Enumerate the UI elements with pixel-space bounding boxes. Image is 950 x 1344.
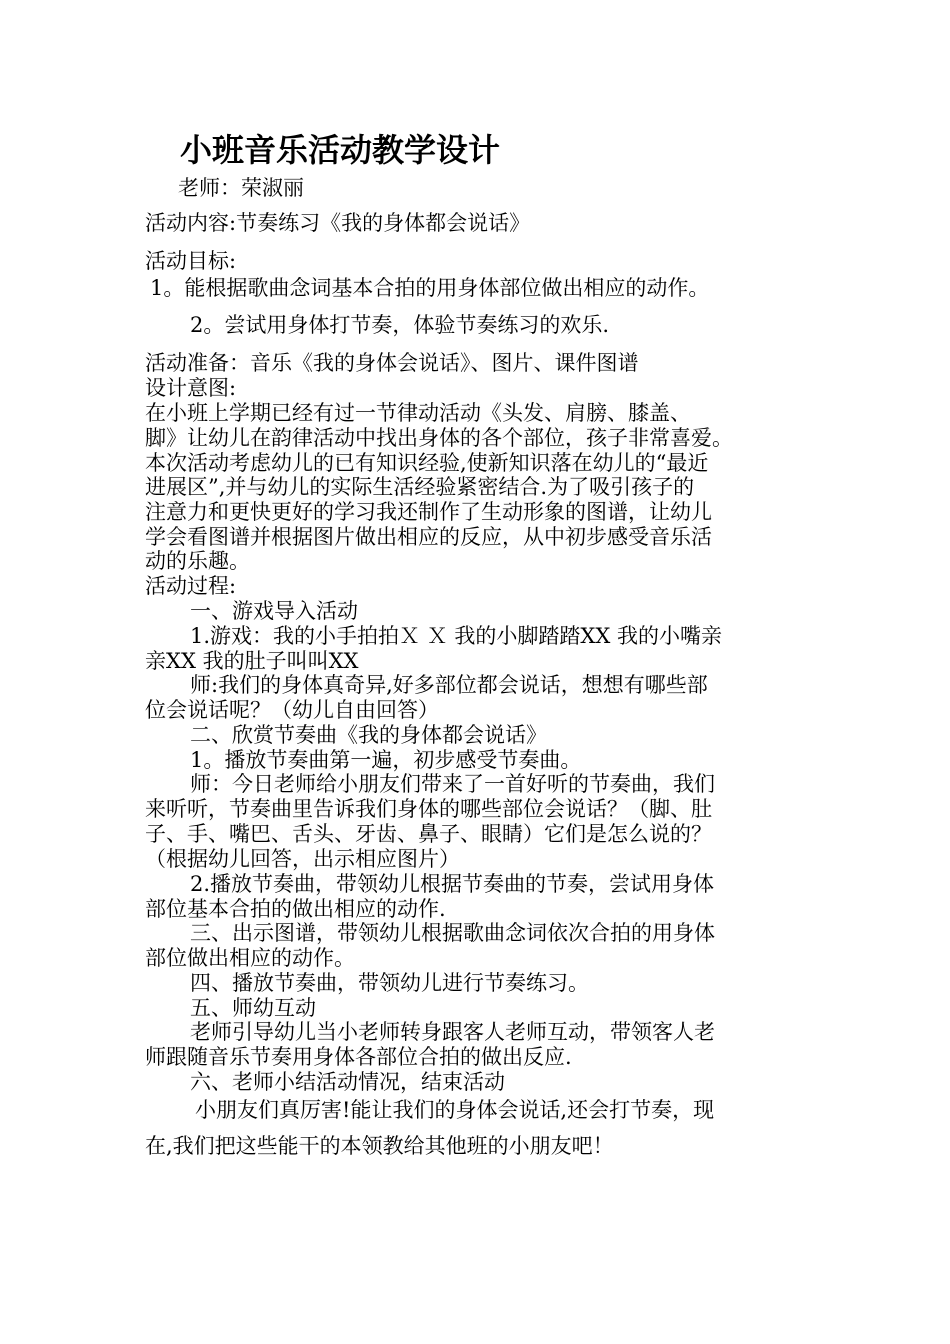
intent-line: 动的乐趣。 xyxy=(145,549,250,573)
process-line: 四、播放节奏曲，带领幼儿进行节奏练习。 xyxy=(190,971,589,995)
teacher-line: 老师：荣淑丽 xyxy=(178,176,304,200)
process-line: 2.播放节奏曲，带领幼儿根据节奏曲的节奏，尝试用身体 xyxy=(190,872,715,896)
process-line: 六、老师小结活动情况，结束活动 xyxy=(190,1070,505,1094)
process-line: 部位基本合拍的做出相应的动作. xyxy=(145,897,446,921)
process-line: 位会说话呢？（幼儿自由回答） xyxy=(145,698,439,722)
process-line: 师：今日老师给小朋友们带来了一首好听的节奏曲，我们 xyxy=(190,772,715,796)
process-line: （根据幼儿回答，出示相应图片） xyxy=(145,847,460,871)
process-line: 部位做出相应的动作。 xyxy=(145,946,355,970)
process-label: 活动过程: xyxy=(145,574,237,598)
process-line: 师跟随音乐节奏用身体各部位合拍的做出反应. xyxy=(145,1045,572,1069)
intent-line: 注意力和更快更好的学习我还制作了生动形象的图谱，让幼儿 xyxy=(145,500,712,524)
goal-item-1: 1。能根据歌曲念词基本合拍的用身体部位做出相应的动作。 xyxy=(150,276,710,300)
process-line: 五、师幼互动 xyxy=(190,996,316,1020)
process-line: 一、游戏导入活动 xyxy=(190,599,358,623)
goals-label: 活动目标: xyxy=(145,249,237,273)
process-line: 来听听，节奏曲里告诉我们身体的哪些部位会说话？（脚、肚 xyxy=(145,797,712,821)
process-line: 子、手、嘴巴、舌头、牙齿、鼻子、眼睛）它们是怎么说的？ xyxy=(145,822,712,846)
intent-line: 学会看图谱并根据图片做出相应的反应，从中初步感受音乐活 xyxy=(145,525,712,549)
process-line: 三、出示图谱，带领幼儿根据歌曲念词依次合拍的用身体 xyxy=(190,921,715,945)
intent-label: 设计意图: xyxy=(145,376,237,400)
document-title: 小班音乐活动教学设计 xyxy=(180,131,501,169)
process-line: 亲XX 我的肚子叫叫XX xyxy=(145,649,359,673)
process-line: 老师引导幼儿当小老师转身跟客人老师互动，带领客人老 xyxy=(190,1020,715,1044)
process-line: 1。播放节奏曲第一遍，初步感受节奏曲。 xyxy=(190,748,582,772)
process-line: 师:我们的身体真奇异,好多部位都会说话，想想有哪些部 xyxy=(190,673,708,697)
intent-line: 脚》让幼儿在韵律活动中找出身体的各个部位，孩子非常喜爱。 xyxy=(145,426,733,450)
intent-line: 本次活动考虑幼儿的已有知识经验,使新知识落在幼儿的“最近 xyxy=(145,451,709,475)
process-line: 1.游戏：我的小手拍拍Ｘ Ｘ 我的小脚踏踏XX 我的小嘴亲 xyxy=(190,624,722,648)
process-line: 二、欣赏节奏曲《我的身体都会说话》 xyxy=(190,723,547,747)
intent-line: 在小班上学期已经有过一节律动活动《头发、肩膀、膝盖、 xyxy=(145,401,691,425)
intent-line: 进展区”,并与幼儿的实际生活经验紧密结合.为了吸引孩子的 xyxy=(145,475,695,499)
activity-prep: 活动准备：音乐《我的身体会说话》、图片、课件图谱 xyxy=(145,351,639,375)
process-line: 在,我们把这些能干的本领教给其他班的小朋友吧！ xyxy=(145,1134,614,1158)
process-line: 小朋友们真厉害!能让我们的身体会说话,还会打节奏，现 xyxy=(195,1098,715,1122)
goal-item-2: 2。尝试用身体打节奏，体验节奏练习的欢乐. xyxy=(190,313,610,337)
activity-content: 活动内容:节奏练习《我的身体都会说话》 xyxy=(145,211,531,235)
